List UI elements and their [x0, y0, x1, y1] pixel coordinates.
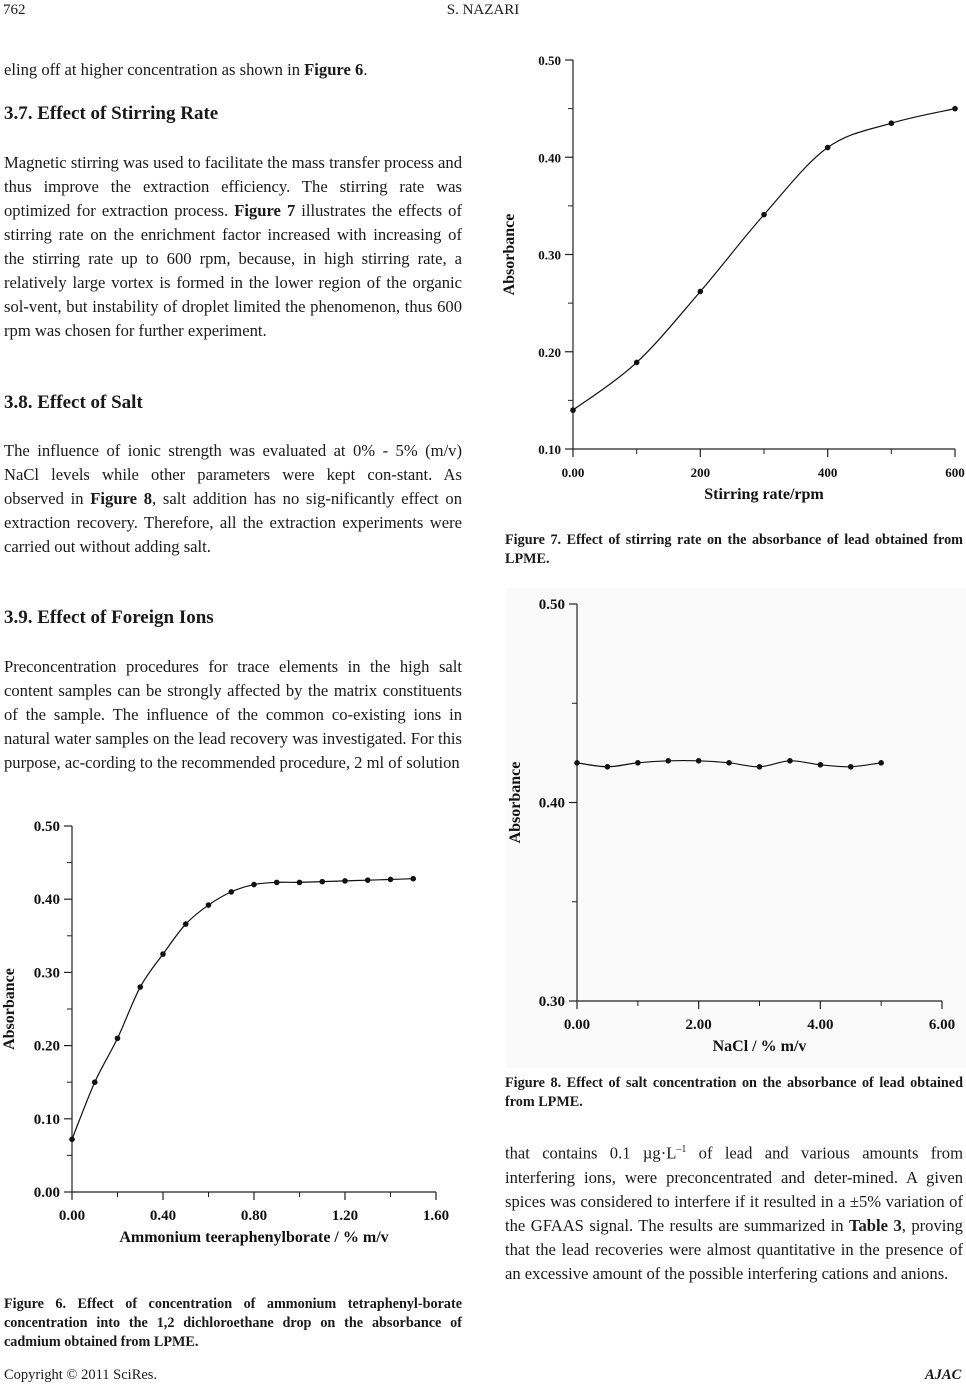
x-tick-label: 0.00: [58, 1208, 86, 1224]
x-tick-label: 1.20: [331, 1208, 359, 1224]
x-tick-label: 1.60: [422, 1208, 450, 1224]
data-point: [365, 877, 371, 883]
data-point: [251, 882, 257, 888]
y-tick-label: 0.50: [538, 597, 565, 613]
x-tick-label: 6.00: [928, 1017, 956, 1033]
data-point: [206, 902, 212, 908]
y-tick-label: 0.10: [33, 1111, 60, 1128]
data-point: [698, 289, 704, 295]
data-point: [818, 762, 824, 768]
data-point: [115, 1035, 121, 1041]
x-tick-label: 400: [817, 465, 838, 480]
figure6-caption: Figure 6. Effect of concentration of ammonium tetraphenyl-borate concentration into the 1,2 dichloroethane drop on the absorbance of cadmium obtained from LPME.: [4, 1296, 462, 1350]
x-tick-label: 600: [945, 465, 965, 480]
table3-ref[interactable]: Table 3: [848, 1215, 902, 1235]
data-point: [635, 760, 641, 766]
data-point: [952, 106, 958, 112]
section-heading-3-9: 3.9. Effect of Foreign Ions: [4, 607, 214, 628]
copyright-notice: Copyright © 2011 SciRes.: [4, 1367, 158, 1383]
x-axis-label: NaCl / % m/v: [712, 1038, 807, 1055]
data-point: [274, 880, 280, 886]
section-3-8-paragraph: The influence of ionic strength was evaluated at 0% - 5% (m/v) NaCl levels while other parameters were kept con-stant. As observed in Figure 8, salt addition has no sig-nificantly effect on extraction recovery. Therefore, all the extraction experiments were carried out without adding salt.: [4, 441, 463, 556]
data-point: [228, 889, 234, 895]
figure7-chart: [496, 40, 966, 525]
data-point: [665, 758, 671, 764]
x-tick-label: 0.40: [149, 1208, 177, 1224]
x-tick-label: 0.00: [561, 465, 585, 480]
data-point: [825, 145, 831, 151]
y-tick-label: 0.20: [33, 1038, 60, 1055]
figure7-caption: Figure 7. Effect of stirring rate on the absorbance of lead obtained from LPME.: [505, 532, 963, 567]
x-tick-label: 200: [690, 465, 711, 480]
figure8-ref[interactable]: Figure 8: [90, 489, 153, 508]
data-point: [570, 407, 576, 413]
y-axis-label: Absorbance: [507, 761, 524, 844]
series-line: [72, 879, 413, 1140]
data-point: [69, 1136, 75, 1142]
running-title: S. NAZARI: [446, 2, 520, 18]
data-point: [889, 120, 895, 126]
y-tick-label: 0.00: [33, 1185, 60, 1201]
x-tick-label: 0.80: [240, 1208, 268, 1224]
page-number: 762: [3, 2, 26, 18]
y-tick-label: 0.10: [538, 442, 561, 457]
x-axis-label: Ammonium teeraphenylborate / % m/v: [119, 1229, 389, 1246]
data-point: [757, 764, 763, 770]
y-tick-label: 0.50: [538, 53, 561, 68]
x-tick-label: 4.00: [807, 1017, 834, 1033]
y-tick-label: 0.30: [33, 965, 60, 982]
y-tick-label: 0.50: [33, 819, 60, 835]
x-axis-label: Stirring rate/rpm: [704, 486, 824, 503]
x-tick-label: 2.00: [685, 1017, 712, 1033]
data-point: [297, 880, 303, 886]
data-point: [574, 760, 580, 766]
section-3-9-paragraph: Preconcentration procedures for trace elements in the high salt content samples can be strongly affected by the matrix constituents of the sample. The influence of the common co-existing ions in natural water samples on the lead recovery was investigated. For this purpose, ac-cording to the recommended procedure, 2 ml of solution: [4, 657, 462, 772]
x-tick-label: 0.00: [563, 1017, 591, 1033]
series-line: [573, 109, 955, 410]
intro-line: eling off at higher concentration as shown in Figure 6.: [4, 60, 368, 79]
data-point: [761, 212, 767, 218]
figure8-chart: [506, 588, 966, 1068]
section-heading-3-8: 3.8. Effect of Salt: [4, 392, 143, 413]
data-point: [342, 878, 348, 884]
data-point: [183, 921, 189, 927]
data-point: [726, 760, 732, 766]
data-point: [878, 760, 884, 766]
y-axis-label: Absorbance: [501, 213, 518, 296]
section-heading-3-7: 3.7. Effect of Stirring Rate: [4, 103, 219, 124]
data-point: [696, 758, 702, 764]
data-point: [410, 876, 416, 882]
data-point: [848, 764, 854, 770]
section-3-7-paragraph: Magnetic stirring was used to facilitate the mass transfer process and thus improve the extraction efficiency. The stirring rate was optimized for extraction process. Figure 7 illustrates the effects of stirring rate on the enrichment factor increased with increasing of the stirring rate up to 600 rpm, because, in high stirring rate, a relatively large vortex is formed in the lower region of the organic sol-vent, but instability of droplet limited the phenomenon, thus 600 rpm was chosen for further experiment.: [4, 153, 462, 340]
y-axis-label: Absorbance: [1, 968, 18, 1050]
data-point: [388, 877, 394, 883]
y-tick-label: 0.30: [538, 994, 565, 1010]
y-tick-label: 0.40: [33, 892, 60, 909]
figure7-ref[interactable]: Figure 7: [234, 201, 296, 220]
y-tick-label: 0.20: [538, 344, 561, 360]
data-point: [137, 984, 143, 990]
data-point: [605, 764, 611, 770]
journal-abbrev: AJAC: [925, 1367, 962, 1383]
figure6-chart: [0, 808, 466, 1288]
figure6-ref[interactable]: Figure 6: [304, 60, 364, 79]
data-point: [92, 1079, 98, 1085]
foreign-ions-continuation: that contains 0.1 $\mu g\cdot L^{-1}$ of lead and various amounts from interfering ions, were preconcentrated and deter-mined. A given spices was considered to interfere if it resulted in a ±5% variation of the GFAAS signal. The results are summarized in Table 3, proving that the lead recoveries were almost quantitative in the presence of an excessive amount of the possible interfering cations and anions.: [505, 1143, 963, 1283]
data-point: [634, 360, 640, 366]
y-tick-label: 0.30: [538, 247, 561, 263]
y-tick-label: 0.40: [538, 150, 561, 166]
data-point: [787, 758, 793, 764]
data-point: [319, 879, 325, 885]
data-point: [160, 951, 166, 957]
figure8-caption: Figure 8. Effect of salt concentration on the absorbance of lead obtained from LPME.: [505, 1075, 963, 1110]
y-tick-label: 0.40: [538, 795, 565, 812]
